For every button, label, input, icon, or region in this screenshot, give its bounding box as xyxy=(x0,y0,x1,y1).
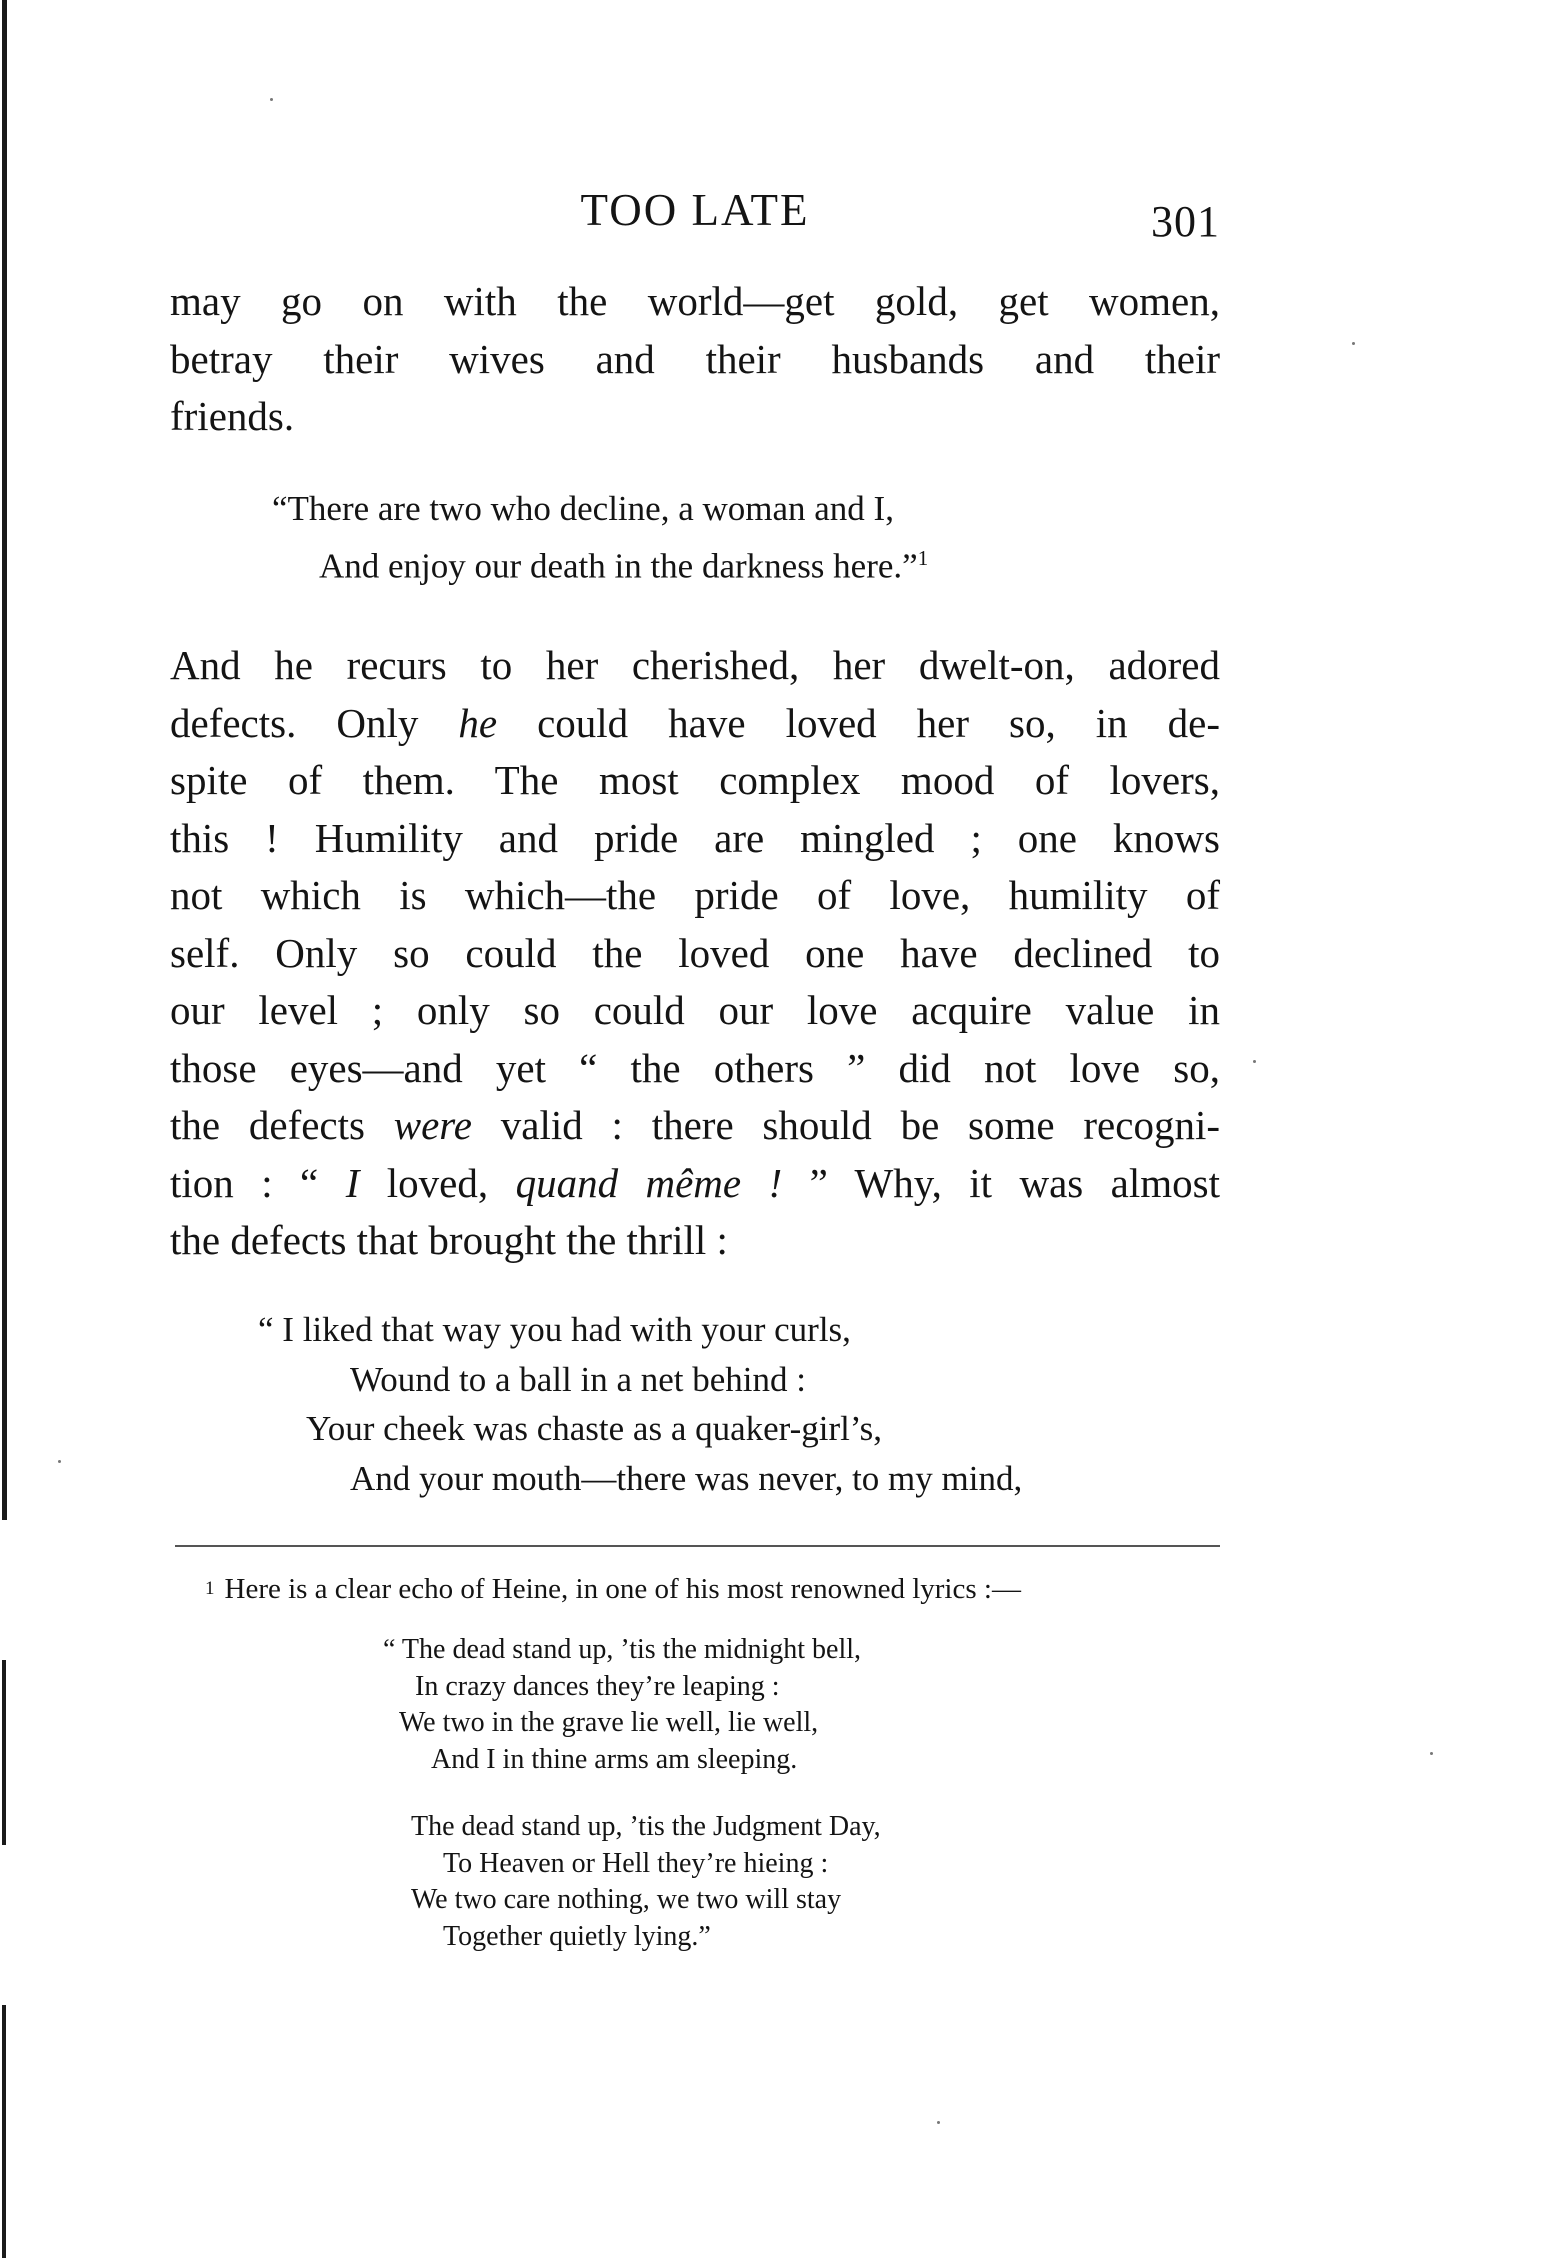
page-header xyxy=(170,184,1220,246)
paper-speck xyxy=(937,2121,940,2124)
text-line: self. Only so could the loved one have declined to xyxy=(170,929,1220,976)
paper-speck xyxy=(270,98,273,101)
page-edge-shadow xyxy=(2,2005,6,2258)
verse-line: The dead stand up, ’tis the Judgment Day, xyxy=(411,1811,881,1842)
verse-line: We two care nothing, we two will stay xyxy=(411,1884,842,1915)
paper-speck xyxy=(1430,1752,1433,1755)
verse-line: And your mouth—there was never, to my mind, xyxy=(350,1458,1023,1498)
text-run: could have loved her so, in de- xyxy=(497,699,1221,746)
paper-speck xyxy=(1352,342,1355,345)
text-run: the defects xyxy=(170,1102,394,1148)
footnote-reference: 1 xyxy=(917,545,929,570)
text-line: friends. xyxy=(170,393,295,439)
verse-line: “ The dead stand up, ’tis the midnight bell, xyxy=(383,1634,861,1665)
verse-quote-2 xyxy=(258,1305,1022,1503)
footnote-intro xyxy=(205,1571,1021,1607)
footnote-stanza-2 xyxy=(411,1809,881,1955)
verse-line: Wound to a ball in a net behind : xyxy=(350,1359,806,1399)
text-line: our level ; only so could our love acquire value in xyxy=(170,987,1220,1033)
verse-line: “ I liked that way you had with your curls, xyxy=(258,1310,851,1349)
text-line: those eyes—and yet “ the others ” did not love so, xyxy=(170,1044,1220,1091)
text-line xyxy=(170,695,1220,753)
verse-line xyxy=(272,534,928,584)
paragraph-1 xyxy=(170,273,1220,446)
page-number: 301 xyxy=(1151,197,1220,246)
footnote-stanza-1 xyxy=(383,1632,861,1778)
text-run: ” Why, it was almost xyxy=(782,1159,1220,1206)
verse-quote-1 xyxy=(272,484,929,586)
emphasis: quand même ! xyxy=(515,1159,783,1206)
text-run: valid : there should be some recogni- xyxy=(471,1102,1220,1148)
verse-line: We two in the grave lie well, lie well, xyxy=(399,1707,819,1738)
verse-line: And I in thine arms am sleeping. xyxy=(431,1743,798,1775)
text-line: not which is which—the pride of love, humility of xyxy=(170,872,1220,918)
text-run: tion : “ xyxy=(170,1159,346,1206)
paper-speck xyxy=(58,1460,61,1463)
footnote-marker: 1 xyxy=(205,1578,215,1599)
text-line: betray their wives and their husbands and their xyxy=(170,335,1220,382)
emphasis: I xyxy=(345,1159,360,1206)
verse-line: “There are two who decline, a woman and I, xyxy=(272,489,894,528)
text-line: spite of them. The most complex mood of lovers, xyxy=(170,757,1220,803)
verse-text: And enjoy our death in the darkness here.” xyxy=(319,546,918,586)
text-run: loved, xyxy=(359,1159,516,1206)
text-run: defects. Only xyxy=(170,699,459,746)
verse-line: Together quietly lying.” xyxy=(443,1920,711,1952)
text-line xyxy=(170,1097,1220,1155)
text-line: the defects that brought the thrill : xyxy=(170,1217,728,1263)
text-line: this ! Humility and pride are mingled ; one knows xyxy=(170,814,1220,861)
text-line: And he recurs to her cherished, her dwelt-on, adored xyxy=(170,642,1220,688)
text-line: may go on with the world—get gold, get women, xyxy=(170,278,1220,324)
verse-line: Your cheek was chaste as a quaker-girl’s, xyxy=(306,1409,882,1448)
page-edge-shadow xyxy=(2,0,7,1520)
text-line xyxy=(170,1155,1220,1213)
paper-speck xyxy=(1253,1060,1256,1063)
page-edge-shadow xyxy=(2,1660,6,1845)
footnote-rule xyxy=(175,1545,1220,1547)
emphasis: were xyxy=(393,1102,472,1148)
verse-line: To Heaven or Hell they’re hieing : xyxy=(443,1847,829,1879)
verse-line: In crazy dances they’re leaping : xyxy=(415,1670,780,1702)
footnote-text: Here is a clear echo of Heine, in one of his most renowned lyrics :— xyxy=(224,1573,1021,1605)
running-title: TOO LATE xyxy=(580,185,810,235)
emphasis: he xyxy=(458,699,498,746)
paragraph-2 xyxy=(170,637,1220,1270)
